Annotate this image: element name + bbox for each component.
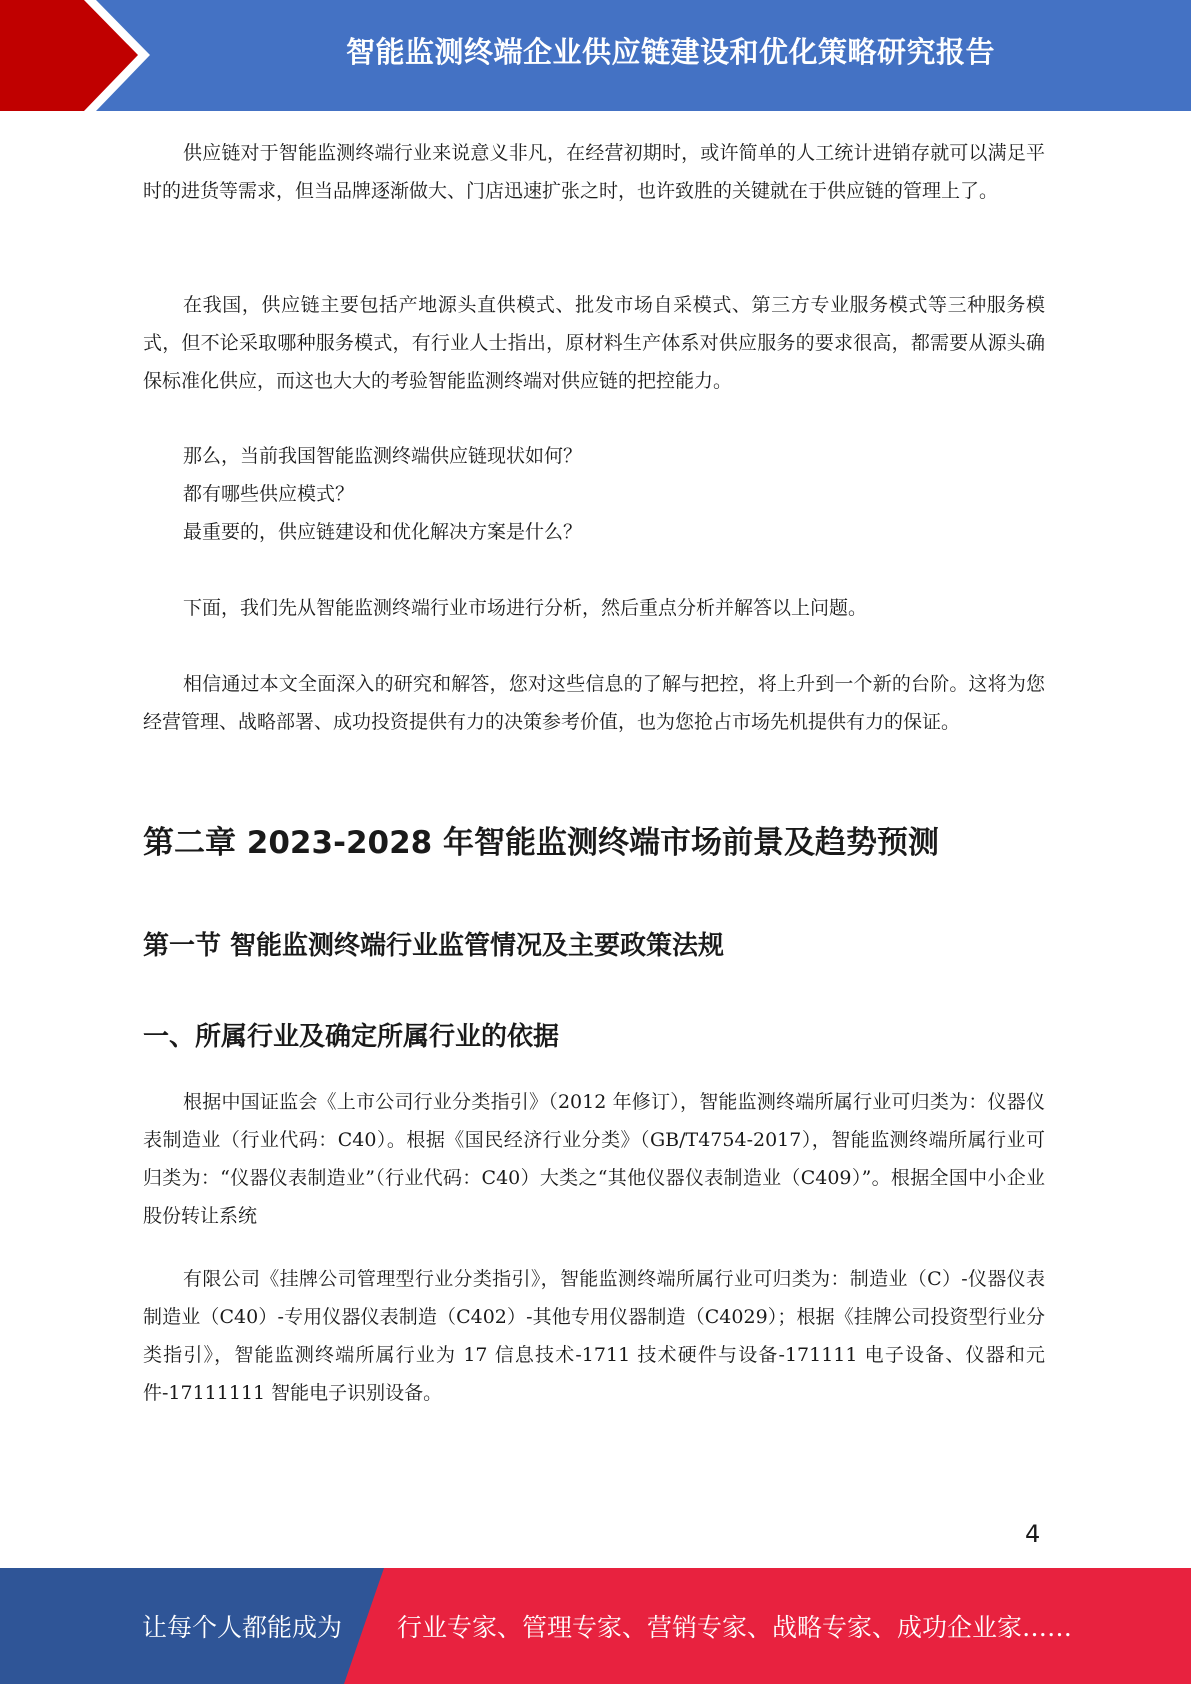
analysis-paragraph: 下面，我们先从智能监测终端行业市场进行分析，然后重点分析并解答以上问题。 (183, 597, 868, 619)
header-title: 智能监测终端企业供应链建设和优化策略研究报告 (345, 34, 995, 69)
section-title: 第一节 智能监测终端行业监管情况及主要政策法规 (143, 931, 725, 961)
question-line: 都有哪些供应模式？ (183, 483, 355, 505)
question-line: 那么，当前我国智能监测终端供应链现状如何？ (183, 445, 583, 467)
listing-classification-paragraph: 有限公司《挂牌公司管理型行业分类指引》，智能监测终端所属行业可归类为：制造业（C）-仪器仪表制造业（C40）-专用仪器仪表制造（C402）-其他专用仪器制造（C4029）；根据《挂牌公司投资型行业分类指引》，智能监测终端所属行业为 17 信息技术-1711 技术硬件与设备-171111 电子设备、仪器和元件-17111111 智能电子识别设备。 (143, 1268, 1045, 1404)
page-number: 4 (1025, 1520, 1041, 1548)
supply-mode-paragraph: 在我国，供应链主要包括产地源头直供模式、批发市场自采模式、第三方专业服务模式等三种服务模式，但不论采取哪种服务模式，有行业人士指出，原材料生产体系对供应服务的要求很高，都需要从源头确保标准化供应，而这也大大的考验智能监测终端对供应链的把控能力。 (143, 294, 1045, 392)
footer-slogan-left: 让每个人都能成为 (142, 1613, 343, 1642)
subsection-title: 一、所属行业及确定所属行业的依据 (143, 1022, 560, 1052)
footer-slogan-right: 行业专家、管理专家、营销专家、战略专家、成功企业家…… (397, 1613, 1073, 1642)
question-line: 最重要的，供应链建设和优化解决方案是什么？ (183, 521, 583, 543)
intro-paragraph: 供应链对于智能监测终端行业来说意义非凡，在经营初期时，或许简单的人工统计进销存就可以满足平时的进货等需求，但当品牌逐渐做大、门店迅速扩张之时，也许致胜的关键就在于供应链的管理上了。 (143, 142, 1045, 202)
value-paragraph: 相信通过本文全面深入的研究和解答，您对这些信息的了解与把控，将上升到一个新的台阶。这将为您经营管理、战略部署、成功投资提供有力的决策参考价值，也为您抢占市场先机提供有力的保证。 (143, 673, 1045, 733)
page-header (0, 0, 1191, 111)
page-footer (0, 1568, 1191, 1684)
industry-classification-paragraph: 根据中国证监会《上市公司行业分类指引》（2012 年修订），智能监测终端所属行业可归类为：仪器仪表制造业（行业代码：C40）。根据《国民经济行业分类》（GB/T4754-2017），智能监测终端所属行业可归类为：“仪器仪表制造业”（行业代码：C40）大类之“其他仪器仪表制造业（C409）”。根据全国中小企业股份转让系统 (143, 1091, 1045, 1227)
chapter-title: 第二章 2023-2028 年智能监测终端市场前景及趋势预测 (143, 825, 940, 861)
